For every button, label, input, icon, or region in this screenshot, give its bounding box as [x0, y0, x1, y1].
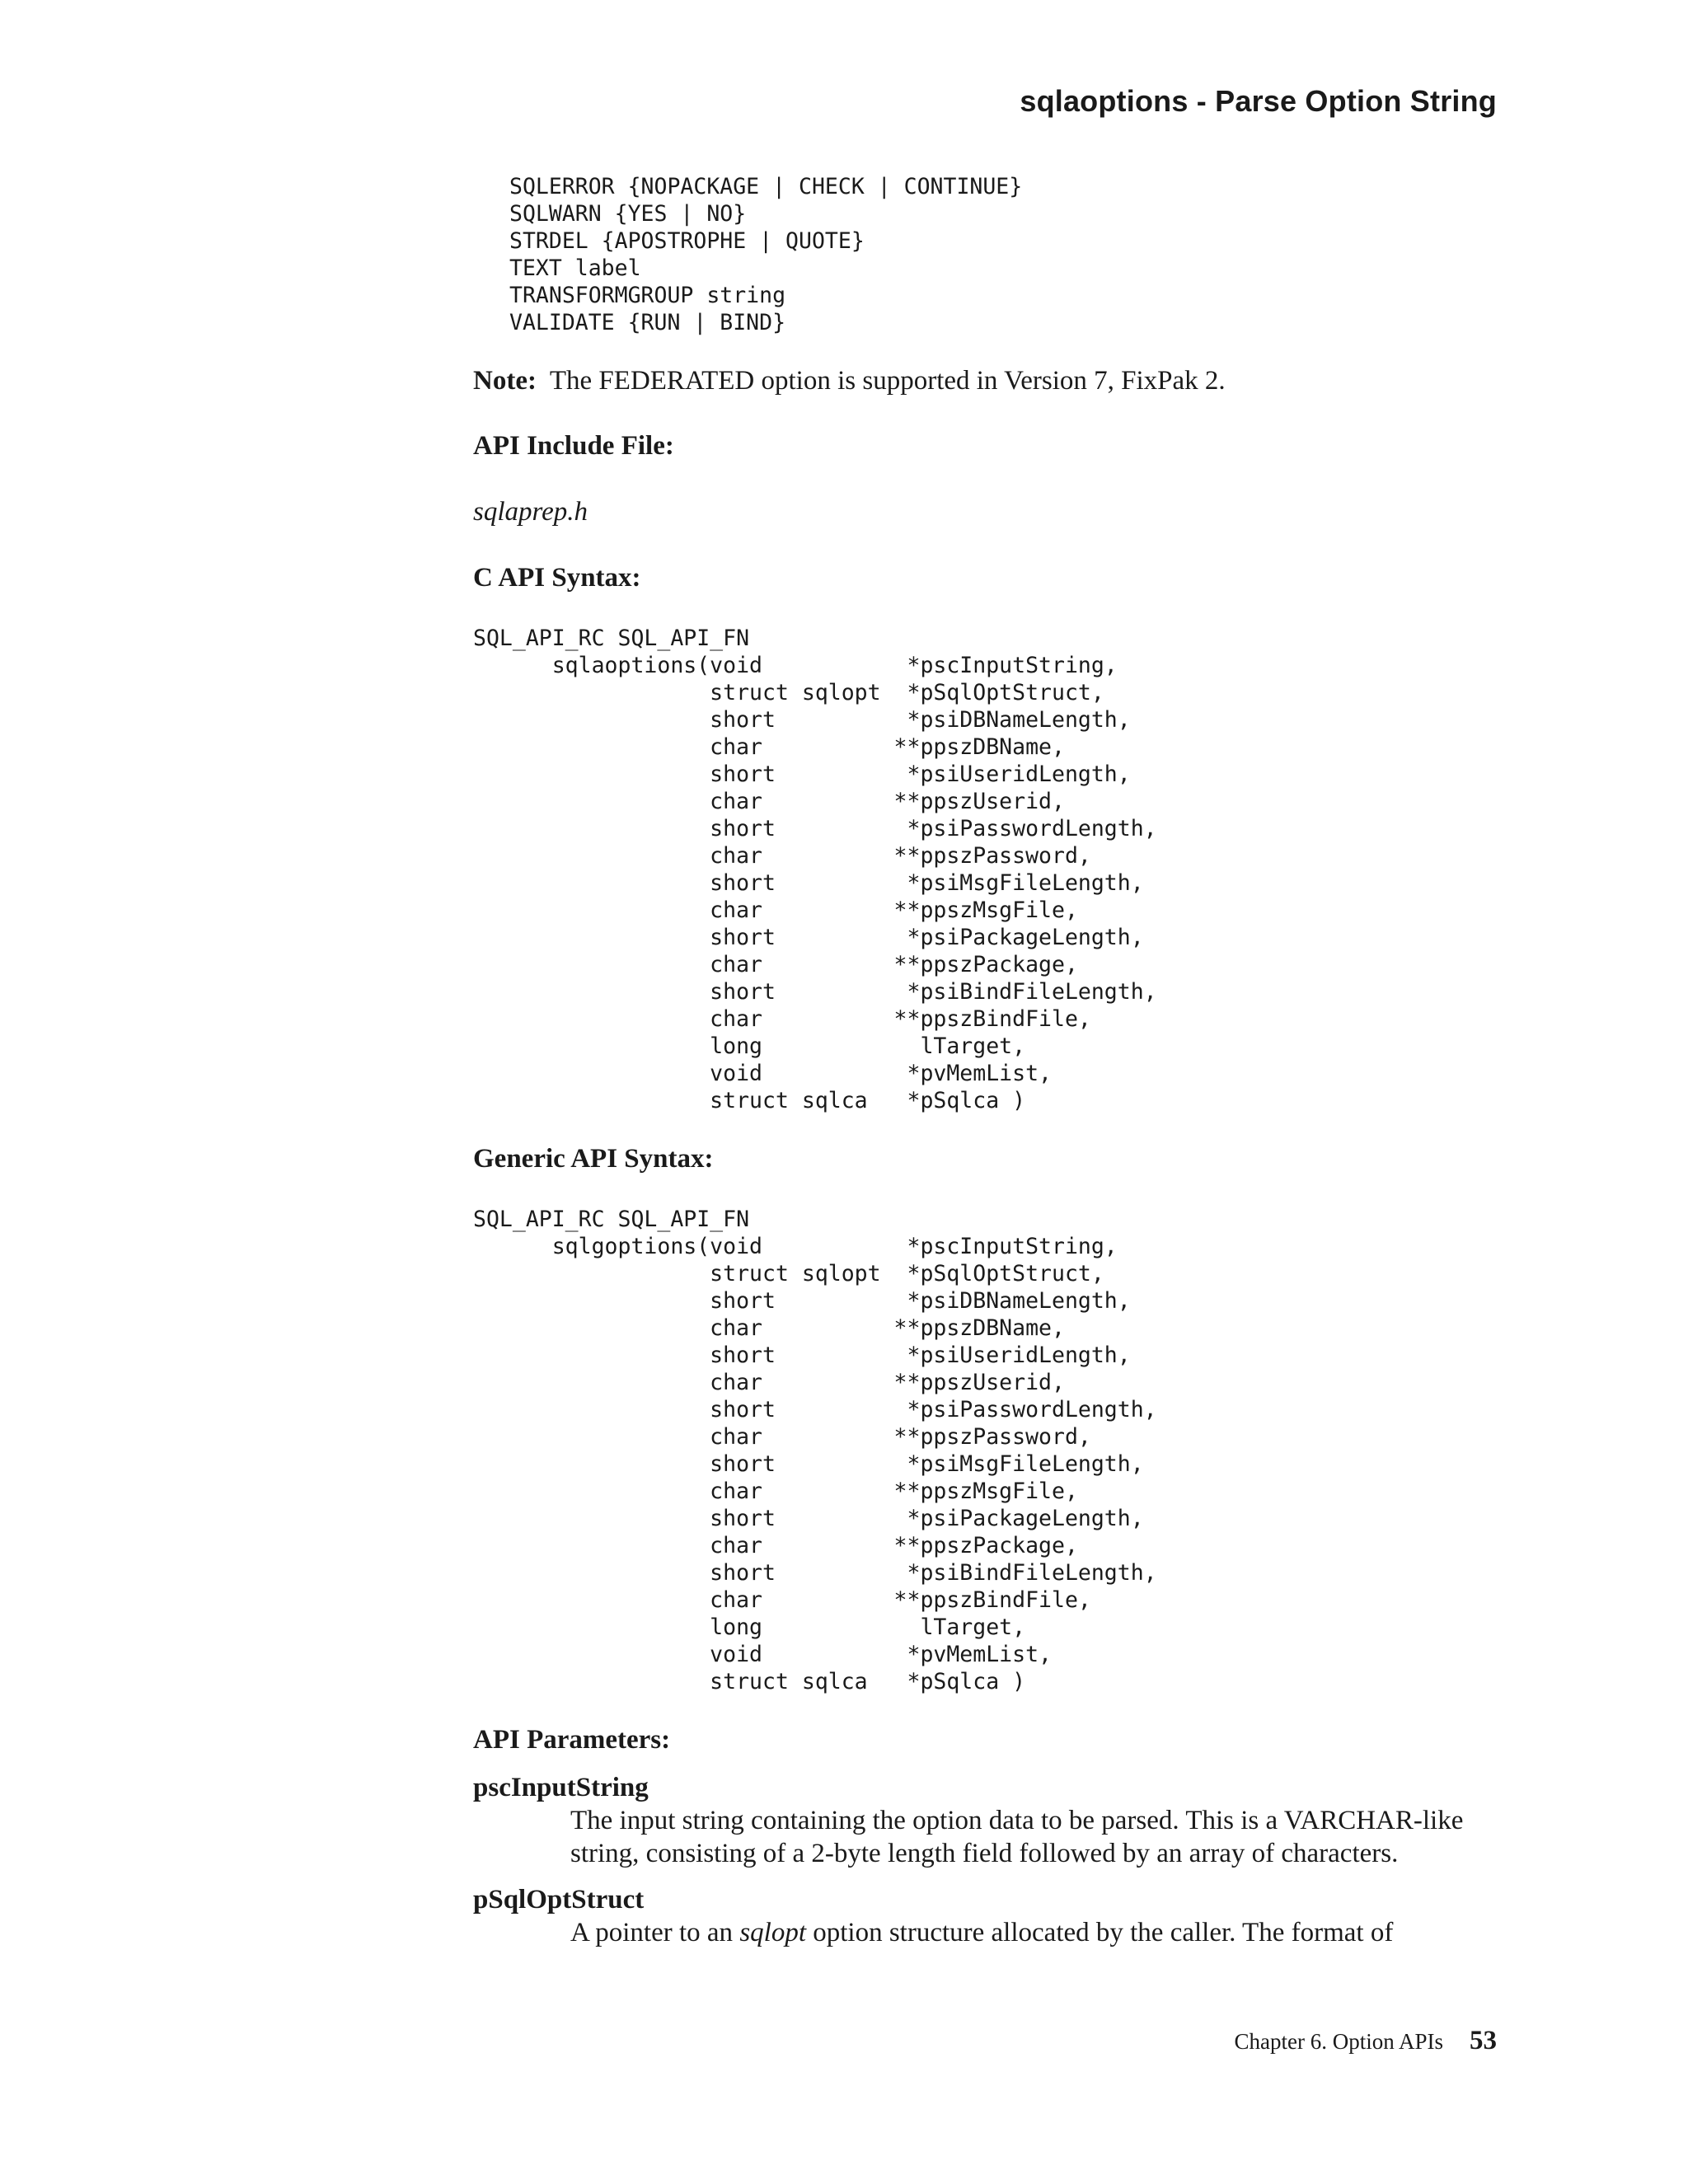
parameter-name: pSqlOptStruct [473, 1885, 645, 1915]
note-label: Note: [473, 366, 537, 396]
generic-syntax-heading: Generic API Syntax: [473, 1144, 714, 1174]
page-footer [0, 2026, 1497, 2056]
note-paragraph [473, 364, 1503, 397]
include-file-name: sqlaprep.h [473, 497, 588, 527]
running-header-title: sqlaoptions - Parse Option String [1020, 84, 1497, 118]
c-syntax-code: SQL_API_RC SQL_API_FN sqlaoptions(void *pscInputString, struct sqlopt *pSqlOptStruct, short *psiDBNameLength, char **ppszDBName, short *psiUseridLength, char **ppszUserid, short *psiPasswordLength, char **ppszPassword, short *psiMsgFileLength, char **ppszMsgFile, short *psiPackageLength, char **ppszPackage, short *psiBindFileLength, char **ppszBindFile, long lTarget, void *pvMemList, struct sqlca *pSqlca ) [473, 626, 1157, 1113]
parameter-description [473, 1916, 1503, 1949]
option-syntax-code: SQLERROR {NOPACKAGE | CHECK | CONTINUE} SQLWARN {YES | NO} STRDEL {APOSTROPHE | QUOTE} TEXT label TRANSFORMGROUP string VALIDATE {RUN | BIND} [509, 174, 1023, 335]
note-text: The FEDERATED option is supported in Version 7, FixPak 2. [549, 366, 1226, 396]
page-content [473, 173, 1503, 1949]
parameter-name: pscInputString [473, 1773, 649, 1802]
parameter-description-text: A pointer to an [570, 1918, 740, 1947]
parameter-description: The input string containing the option data to be parsed. This is a VARCHAR-like string, consisting of a 2-byte length field followed by an array of characters. [570, 1806, 1464, 1868]
parameter-term: sqlopt [739, 1918, 806, 1947]
include-file-heading: API Include File: [473, 431, 674, 461]
generic-syntax-code: SQL_API_RC SQL_API_FN sqlgoptions(void *pscInputString, struct sqlopt *pSqlOptStruct, short *psiDBNameLength, char **ppszDBName, short *psiUseridLength, char **ppszUserid, short *psiPasswordLength, char **ppszPassword, short *psiMsgFileLength, char **ppszMsgFile, short *psiPackageLength, char **ppszPackage, short *psiBindFileLength, char **ppszBindFile, long lTarget, void *pvMemList, struct sqlca *pSqlca ) [473, 1207, 1157, 1694]
footer-chapter: Chapter 6. Option APIs [1234, 2029, 1443, 2054]
c-syntax-heading: C API Syntax: [473, 563, 641, 593]
parameters-heading: API Parameters: [473, 1725, 671, 1755]
page-number: 53 [1470, 2026, 1497, 2055]
parameter-description-text: option structure allocated by the caller. The format of [806, 1918, 1394, 1947]
